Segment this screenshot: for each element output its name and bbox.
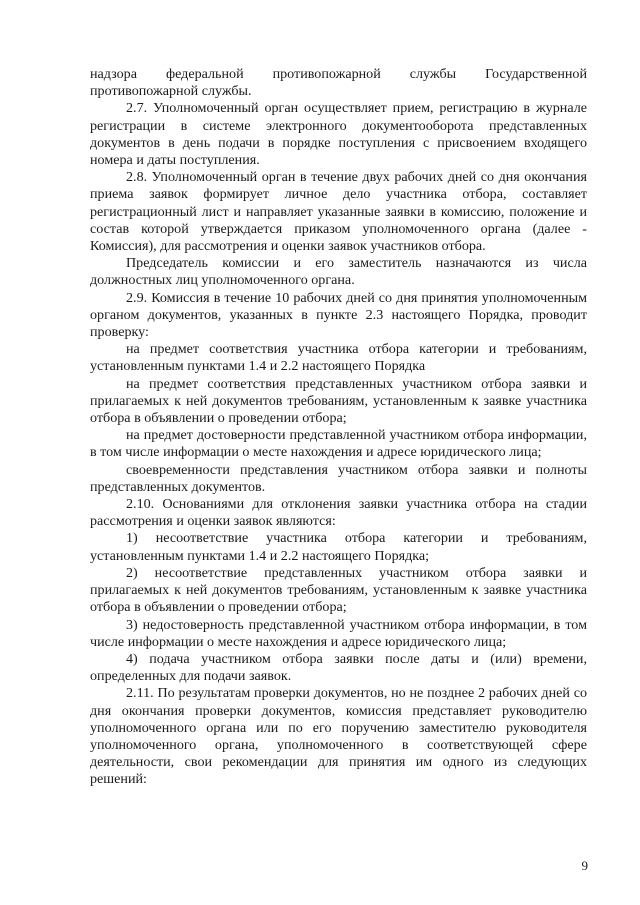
paragraph-2-9: 2.9. Комиссия в течение 10 рабочих дней со дня принятия уполномоченным органом документов, указанных в пункте 2.3 настоящего Порядка, проводит проверку: [90, 289, 587, 341]
paragraph-commission-chair: Председатель комиссии и его заместитель назначаются из числа должностных лиц уполномоченного органа. [90, 255, 587, 289]
paragraph-2-10: 2.10. Основаниями для отклонения заявки участника отбора на стадии рассмотрения и оценки заявок являются: [90, 496, 587, 530]
paragraph-fire-service-tail: надзора федеральной противопожарной службы Государственной противопожарной службы. [90, 66, 587, 100]
list-item-3: 3) недостоверность представленной участником отбора информации, в том числе информации о месте нахождения и адресе юридического лица; [90, 616, 587, 650]
document-body [90, 66, 587, 789]
paragraph-2-11: 2.11. По результатам проверки документов, но не позднее 2 рабочих дней со дня окончания проверки документов, комиссия представляет руководителю уполномоченного органа или по его поручению заместителю руководителя уполномоченного органа, уполномоченного в соответствующей сфере деятельности, свои рекомендации для принятия им одного из следующих решений: [90, 685, 587, 788]
paragraph-check-reliability: на предмет достоверности представленной участником отбора информации, в том числе информации о месте нахождения и адресе юридического лица; [90, 427, 587, 461]
paragraph-check-documents: на предмет соответствия представленных участником отбора заявки и прилагаемых к ней документов требованиям, установленным к заявке участника отбора в объявлении о проведении отбора; [90, 375, 587, 427]
list-item-2: 2) несоответствие представленных участником отбора заявки и прилагаемых к ней документов требованиям, установленным к заявке участника отбора в объявлении о проведении отбора; [90, 564, 587, 616]
paragraph-check-category: на предмет соответствия участника отбора категории и требованиям, установленным пунктами 1.4 и 2.2 настоящего Порядка [90, 341, 587, 375]
paragraph-2-7: 2.7. Уполномоченный орган осуществляет прием, регистрацию в журнале регистрации в системе электронного документооборота представленных документов в день подачи в порядке поступления с присвоением входящего номера и даты поступления. [90, 100, 587, 169]
page-number: 9 [581, 858, 588, 873]
list-item-1: 1) несоответствие участника отбора категории и требованиям, установленным пунктами 1.4 и 2.2 настоящего Порядка; [90, 530, 587, 564]
paragraph-check-timeliness: своевременности представления участником отбора заявки и полноты представленных документов. [90, 461, 587, 495]
list-item-4: 4) подача участником отбора заявки после даты и (или) времени, определенных для подачи заявок. [90, 650, 587, 685]
paragraph-2-8: 2.8. Уполномоченный орган в течение двух рабочих дней со дня окончания приема заявок формирует личное дело участника отбора, составляет регистрационный лист и направляет указанные заявки в комиссию, положение и состав которой утверждается приказом уполномоченного органа (далее - Комиссия), для рассмотрения и оценки заявок участников отбора. [90, 169, 587, 255]
